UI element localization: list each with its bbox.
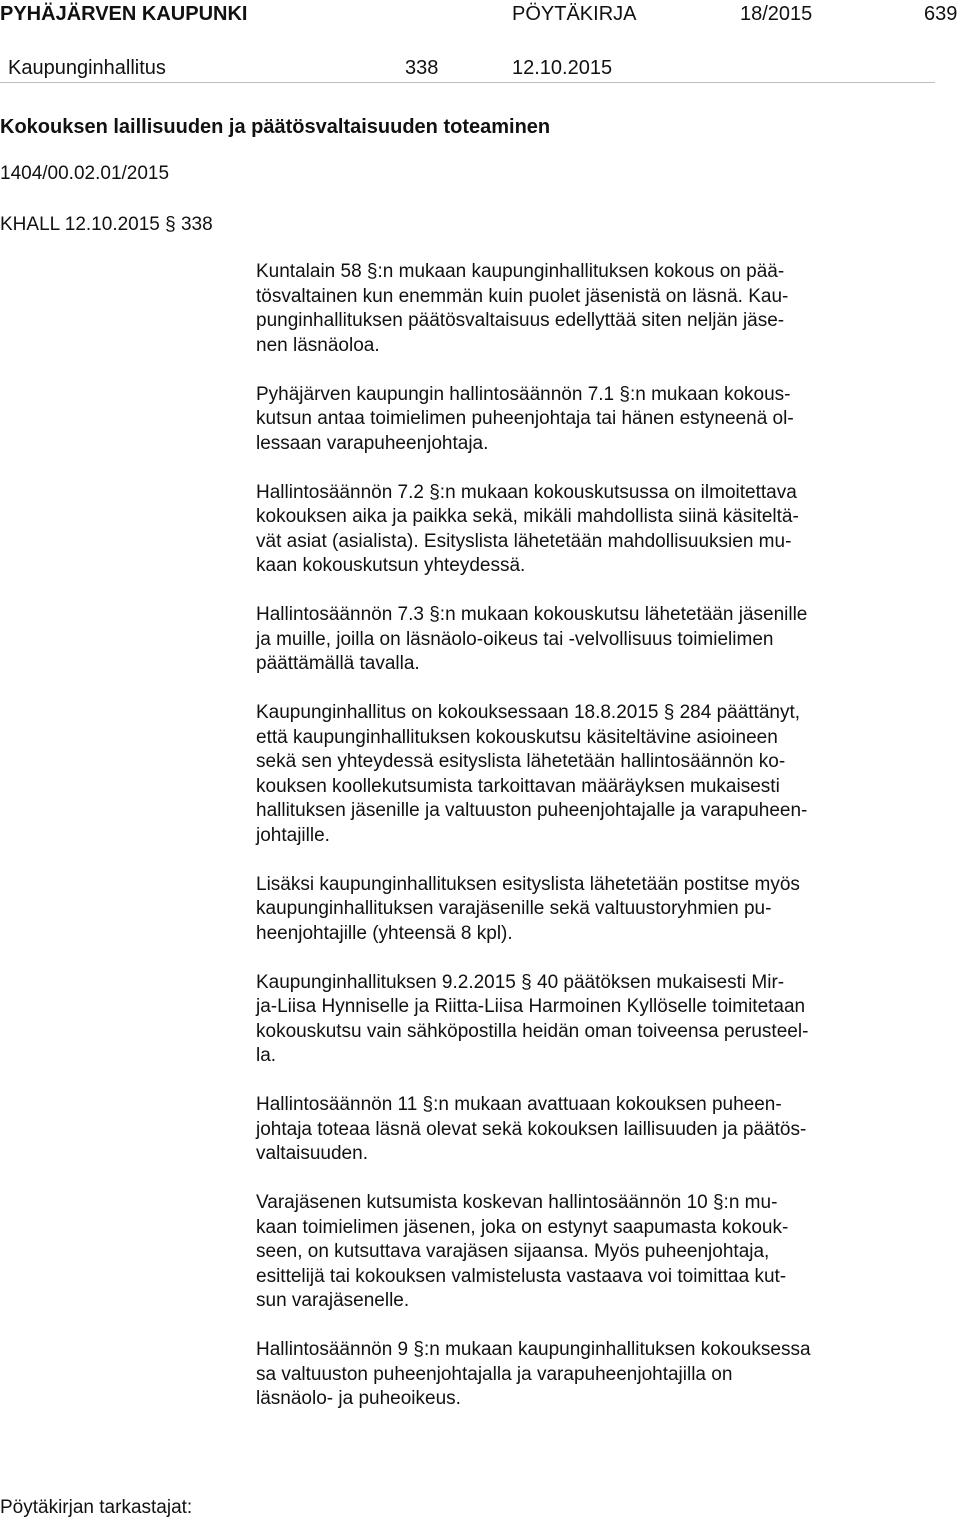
paragraph-line: päättämällä tavalla. bbox=[256, 653, 420, 674]
paragraph-line: Varajäsenen kutsumista koskevan hallintosäännön 10 §:n mu- bbox=[256, 1192, 778, 1213]
paragraph-line: läsnäolo- ja puheoikeus. bbox=[256, 1388, 461, 1409]
body-text bbox=[256, 260, 886, 1436]
paragraph-line: Hallintosäännön 7.3 §:n mukaan kokouskutsu lähetetään jäsenille bbox=[256, 604, 808, 625]
body-paragraph bbox=[256, 971, 886, 1069]
paragraph-line: kutsun antaa toimielimen puheenjohtaja tai hänen estyneenä ol- bbox=[256, 408, 794, 429]
header-divider bbox=[0, 82, 935, 83]
paragraph-line: että kaupunginhallituksen kokouskutsu käsiteltävine asioineen bbox=[256, 726, 778, 748]
paragraph-line: seen, on kutsuttava varajäsen sijaansa. Myös puheenjohtaja, bbox=[256, 1241, 770, 1262]
paragraph-line: Kaupunginhallituksen 9.2.2015 § 40 päätöksen mukaisesti Mir- bbox=[256, 971, 785, 993]
paragraph-line: sa valtuuston puheenjohtajalla ja varapuheenjohtajilla on bbox=[256, 1363, 733, 1385]
paragraph-line: heenjohtajille (yhteensä 8 kpl). bbox=[256, 922, 513, 944]
paragraph-line: valtaisuuden. bbox=[256, 1143, 368, 1164]
body-paragraph bbox=[256, 1338, 886, 1412]
issue-number: 18/2015 bbox=[740, 3, 813, 25]
paragraph-line: Lisäksi kaupunginhallituksen esityslista lähetetään postitse myös bbox=[256, 873, 800, 895]
paragraph-line: Hallintosäännön 11 §:n mukaan avattuaan kokouksen puheen- bbox=[256, 1094, 782, 1115]
paragraph-line: kokouksen aika ja paikka sekä, mikäli mahdollista siinä käsiteltä- bbox=[256, 506, 799, 527]
page-number: 639 bbox=[924, 3, 958, 25]
record-id: 1404/00.02.01/2015 bbox=[0, 163, 170, 184]
paragraph-line: esittelijä tai kokouksen valmistelusta vastaava voi toimittaa kut- bbox=[256, 1265, 787, 1287]
paragraph-line: kokouskutsu vain sähköpostilla heidän oman toiveensa perusteel- bbox=[256, 1020, 809, 1042]
footer-reviewers-label: Pöytäkirjan tarkastajat: bbox=[0, 1497, 193, 1518]
meeting-reference: KHALL 12.10.2015 § 338 bbox=[0, 214, 213, 235]
paragraph-line: kaupunginhallituksen varajäsenille sekä valtuustoryhmien pu- bbox=[256, 898, 772, 919]
body-paragraph bbox=[256, 603, 886, 677]
body-paragraph bbox=[256, 260, 886, 358]
body-paragraph bbox=[256, 701, 886, 848]
paragraph-line: sekä sen yhteydessä esityslista lähetetään hallintosäännön ko- bbox=[256, 751, 786, 772]
paragraph-line: vät asiat (asialista). Esityslista lähetetään mahdollisuuksien mu- bbox=[256, 530, 792, 552]
paragraph-line: nen läsnäoloa. bbox=[256, 334, 380, 356]
paragraph-line: tösvaltainen kun enemmän kuin puolet jäsenistä on läsnä. Kau- bbox=[256, 285, 789, 307]
paragraph-line: johtajille. bbox=[256, 824, 330, 846]
paragraph-line: Pyhäjärven kaupungin hallintosäännön 7.1 §:n mukaan kokous- bbox=[256, 383, 791, 405]
paragraph-line: Kuntalain 58 §:n mukaan kaupunginhallituksen kokous on pää- bbox=[256, 261, 785, 282]
paragraph-line: la. bbox=[256, 1045, 277, 1066]
body-paragraph bbox=[256, 1093, 886, 1167]
section-number: 338 bbox=[405, 57, 439, 79]
paragraph-line: hallituksen jäsenille ja valtuuston puheenjohtajalle ja varapuheen- bbox=[256, 800, 808, 821]
body-paragraph bbox=[256, 383, 886, 457]
body-paragraph bbox=[256, 873, 886, 947]
paragraph-line: ja-Liisa Hynniselle ja Riitta-Liisa Harmoinen Kyllöselle toimitetaan bbox=[256, 996, 806, 1017]
paragraph-line: Hallintosäännön 7.2 §:n mukaan kokouskutsussa on ilmoitettava bbox=[256, 481, 797, 503]
paragraph-line: kouksen koollekutsumista tarkoittavan määräyksen mukaisesti bbox=[256, 775, 780, 797]
paragraph-line: lessaan varapuheenjohtaja. bbox=[256, 432, 489, 454]
body-paragraph bbox=[256, 1191, 886, 1314]
doc-type: PÖYTÄKIRJA bbox=[512, 3, 637, 25]
paragraph-line: Kaupunginhallitus on kokouksessaan 18.8.2015 § 284 päättänyt, bbox=[256, 702, 801, 723]
org-name: PYHÄJÄRVEN KAUPUNKI bbox=[0, 3, 248, 25]
paragraph-line: punginhallituksen päätösvaltaisuus edellyttää siten neljän jäse- bbox=[256, 310, 785, 331]
meeting-date: 12.10.2015 bbox=[512, 57, 613, 79]
body-paragraph bbox=[256, 481, 886, 579]
paragraph-line: sun varajäsenelle. bbox=[256, 1290, 410, 1311]
paragraph-line: Hallintosäännön 9 §:n mukaan kaupunginhallituksen kokouksessa bbox=[256, 1339, 811, 1360]
page-title: Kokouksen laillisuuden ja päätösvaltaisuuden toteaminen bbox=[0, 116, 551, 138]
paragraph-line: kaan kokouskutsun yhteydessä. bbox=[256, 555, 526, 576]
paragraph-line: johtaja toteaa läsnä olevat sekä kokouksen laillisuuden ja päätös- bbox=[256, 1118, 807, 1140]
paragraph-line: kaan toimielimen jäsenen, joka on estynyt saapumasta kokouk- bbox=[256, 1216, 789, 1238]
paragraph-line: ja muille, joilla on läsnäolo-oikeus tai -velvollisuus toimielimen bbox=[256, 628, 774, 650]
body-name: Kaupunginhallitus bbox=[8, 57, 166, 79]
